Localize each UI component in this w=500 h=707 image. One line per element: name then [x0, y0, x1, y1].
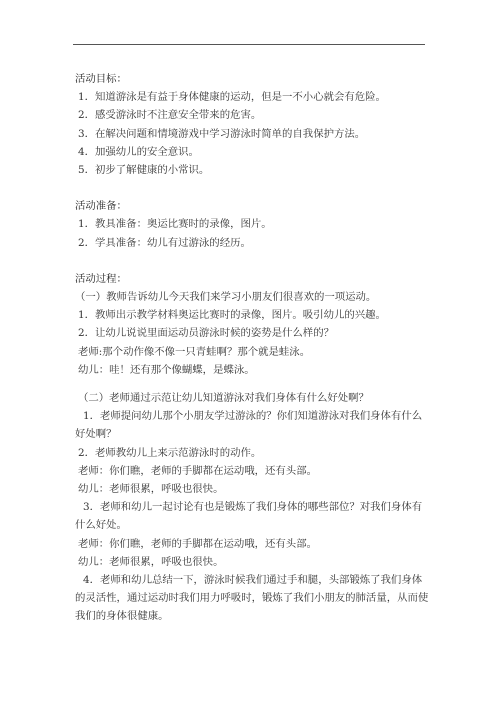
- document-body: [75, 70, 430, 626]
- process-part1-title: （一）教师告诉幼儿今天我们来学习小朋友们很喜欢的一项运动。: [75, 291, 377, 304]
- prep-heading: 活动准备：: [75, 200, 127, 213]
- process-step: 1．教师出示教学材料奥运比赛时的录像，图片。吸引幼儿的兴趣。: [78, 309, 386, 322]
- dialogue-child: 幼儿：老师很累，呼吸也很快。: [78, 555, 224, 568]
- dialogue-teacher: 老师：你们瞧，老师的手脚都在运动哦，还有头部。: [78, 537, 317, 550]
- goals-heading: 活动目标：: [75, 73, 127, 85]
- goal-item: 3．在解决问题和情境游戏中学习游泳时简单的自我保护方法。: [78, 127, 366, 140]
- dialogue-child: 幼儿：老师很累，呼吸也很快。: [78, 483, 224, 496]
- goal-item: 4．加强幼儿的安全意识。: [78, 145, 199, 158]
- prep-item: 1．教具准备：奥运比赛时的录像，图片。: [78, 218, 272, 231]
- goal-item: 2．感受游泳时不注意安全带来的危害。: [78, 109, 262, 122]
- goal-item: 5．初步了解健康的小常识。: [78, 164, 210, 177]
- goal-item: 1．知道游泳是有益于身体健康的运动，但是一不小心就会有危险。: [78, 91, 386, 104]
- dialogue-teacher: 老师：你们瞧，老师的手脚都在运动哦，还有头部。: [78, 464, 317, 477]
- process-step: 2．老师教幼儿上来示范游泳时的动作。: [78, 446, 262, 459]
- process-part2-title: （二）老师通过示范让幼儿知道游泳对我们身体有什么好处啊？: [78, 392, 369, 405]
- header-rule: [73, 44, 425, 45]
- process-heading: 活动过程：: [75, 272, 127, 285]
- dialogue-teacher: 老师:那个动作像不像一只青蛙啊？那个就是蛙泳。: [78, 345, 311, 358]
- process-step: 3．老师和幼儿一起讨论有也是锻炼了我们身体的哪些部位？对我们身体有什么好处。: [75, 501, 423, 532]
- process-step: 2．让幼儿说说里面运动员游泳时候的姿势是什么样的？: [78, 327, 334, 340]
- process-step: 1．老师提问幼儿那个小朋友学过游泳的？你们知道游泳对我们身体有什么好处啊？: [75, 410, 423, 441]
- process-summary: 4．老师和幼儿总结一下，游泳时候我们通过手和腿，头部锻炼了我们身体的灵活性，通过运动时我们用力呼吸时，锻炼了我们小朋友的肺活量，从而使我们的身体很健康。: [75, 574, 429, 623]
- dialogue-child: 幼儿：哇！还有那个像蝴蝶，是蝶泳。: [78, 363, 255, 376]
- prep-item: 2．学具准备：幼儿有过游泳的经历。: [78, 236, 251, 249]
